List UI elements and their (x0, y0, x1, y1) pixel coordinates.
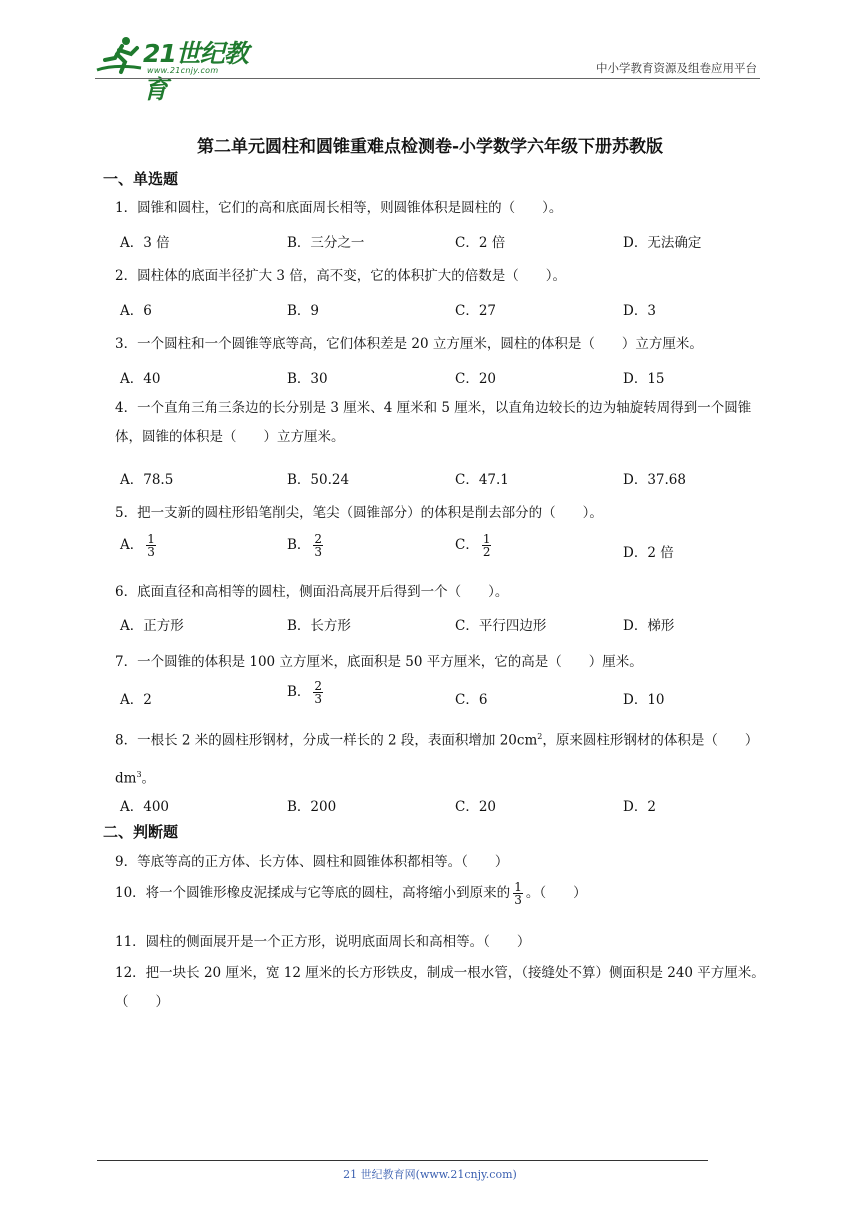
q6-option-a: A．正方形 (120, 618, 184, 634)
fraction: $\frac{1}{3}$ (514, 880, 522, 907)
q6-option-c: C．平行四边形 (455, 618, 547, 634)
q8-option-c: C．20 (455, 799, 497, 815)
q5-option-a (120, 533, 159, 558)
q3-option-d: D．15 (623, 371, 665, 387)
fraction: $\frac{1}{3}$ (147, 532, 155, 559)
q5-option-b-label: B． (287, 537, 311, 553)
q7-option-c: C．6 (455, 692, 488, 708)
question-10: 10．将一个圆锥形橡皮泥揉成与它等底的圆柱，高将缩小到原来的 $\frac{1}{3}$ 。（ ） (115, 880, 587, 907)
question-6: 6．底面直径和高相等的圆柱，侧面沿高展开后得到一个（ ）。 (115, 584, 509, 600)
q5-option-c (455, 533, 494, 558)
footer-text: 21 世纪教育网(www.21cnjy.com) (343, 1168, 517, 1181)
footer-divider (97, 1160, 708, 1161)
page-header (95, 30, 760, 104)
question-1: 1．圆锥和圆柱，它们的高和底面周长相等，则圆锥体积是圆柱的（ ）。 (115, 200, 563, 216)
q5-option-b (287, 533, 326, 558)
q5-option-c-label: C． (455, 537, 479, 553)
q3-option-b: B．30 (287, 371, 328, 387)
question-2: 2．圆柱体的底面半径扩大 3 倍，高不变，它的体积扩大的倍数是（ ）。 (115, 268, 567, 284)
q4-option-b: B．50.24 (287, 472, 350, 488)
logo-text: 21世纪教育 (143, 39, 248, 104)
q7-option-b (287, 680, 326, 705)
fraction: $\frac{1}{2}$ (482, 532, 491, 559)
q1-option-a: A．3 倍 (120, 235, 170, 251)
q4-option-a: A．78.5 (120, 472, 174, 488)
question-7: 7．一个圆锥的体积是 100 立方厘米，底面积是 50 平方厘米，它的高是（ ）厘米。 (115, 654, 643, 670)
q1-option-b: B．三分之一 (287, 235, 365, 251)
logo-url: www.21cnjy.com (147, 66, 219, 75)
question-11: 11．圆柱的侧面展开是一个正方形，说明底面周长和高相等。（ ） (115, 934, 531, 950)
question-4: 4．一个直角三角三条边的长分别是 3 厘米、4 厘米和 5 厘米，以直角边较长的边为轴旋转周得到一个圆锥体，圆锥的体积是（ ）立方厘米。 (115, 400, 752, 445)
question-8: 8．一根长 2 米的圆柱形钢材，分成一样长的 2 段，表面积增加 $20cm^2$，原来圆柱形钢材的体积是（ ）$dm^3$。 (115, 732, 759, 786)
section-heading-single-choice: 一、单选题 (103, 170, 179, 188)
q2-option-a: A．6 (120, 303, 152, 319)
question-3: 3．一个圆柱和一个圆锥等底等高，它们体积差是 20 立方厘米，圆柱的体积是（ ）立方厘米。 (115, 336, 703, 352)
q1-option-d: D．无法确定 (623, 235, 702, 251)
q3-option-c: C．20 (455, 371, 497, 387)
logo (95, 34, 255, 104)
page-title: 第二单元圆柱和圆锥重难点检测卷-小学数学六年级下册苏教版 (196, 137, 664, 157)
question-12: 12．把一块长 20 厘米，宽 12 厘米的长方形铁皮，制成一根水管，（接缝处不算）侧面积是 240 平方厘米。（ ） (115, 965, 765, 1010)
question-9: 9．等底等高的正方体、长方体、圆柱和圆锥体积都相等。（ ） (115, 854, 509, 870)
section-heading-true-false: 二、判断题 (103, 823, 179, 841)
q8-option-a: A．400 (120, 799, 170, 815)
header-divider (95, 78, 760, 79)
q2-option-d: D．3 (623, 303, 656, 319)
q5-option-d: D．2 倍 (623, 545, 674, 561)
q5-option-a-label: A． (120, 537, 144, 553)
q7-option-b-label: B． (287, 684, 311, 700)
q2-option-b: B．9 (287, 303, 320, 319)
q2-option-c: C．27 (455, 303, 497, 319)
fraction: $\frac{2}{3}$ (314, 679, 323, 706)
q7-option-a: A．2 (120, 692, 152, 708)
q8-option-b: B．200 (287, 799, 337, 815)
q3-option-a: A．40 (120, 371, 161, 387)
q6-option-b: B．长方形 (287, 618, 351, 634)
q4-option-d: D．37.68 (623, 472, 686, 488)
platform-name: 中小学教育资源及组卷应用平台 (596, 61, 757, 75)
q4-option-c: C．47.1 (455, 472, 509, 488)
q7-option-d: D．10 (623, 692, 665, 708)
q6-option-d: D．梯形 (623, 618, 675, 634)
fraction: $\frac{2}{3}$ (314, 532, 323, 559)
question-5: 5．把一支新的圆柱形铅笔削尖，笔尖（圆锥部分）的体积是削去部分的（ ）。 (115, 505, 603, 521)
q8-option-d: D．2 (623, 799, 656, 815)
q1-option-c: C．2 倍 (455, 235, 506, 251)
runner-logo-icon (95, 34, 145, 78)
